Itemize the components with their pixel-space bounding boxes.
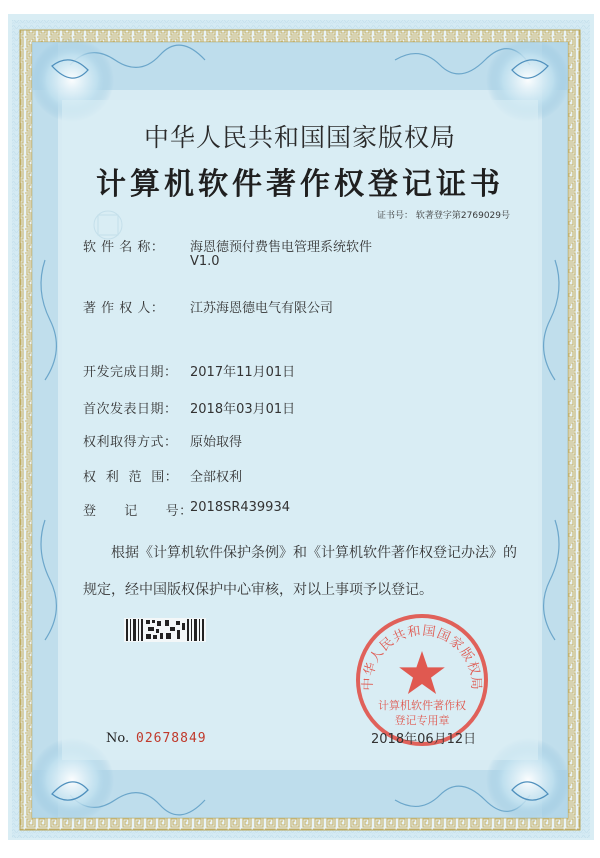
issue-date: 2018年06月12日 bbox=[371, 732, 477, 747]
field-label-publish-date: 首次发表日期： bbox=[83, 402, 178, 417]
body-text-line1: 根据《计算机软件保护条例》和《计算机软件著作权登记办法》的 bbox=[111, 545, 517, 561]
field-value-reg-number: 2018SR439934 bbox=[190, 500, 290, 515]
seal-star-icon bbox=[399, 651, 445, 694]
field-value-scope: 全部权利 bbox=[190, 470, 243, 485]
field-value-software-name: 海恩德预付费售电管理系统软件 bbox=[190, 240, 373, 255]
field-value-owner: 江苏海恩德电气有限公司 bbox=[190, 301, 334, 316]
serial-number: 02678849 bbox=[136, 731, 207, 746]
seal-line1: 计算机软件著作权 bbox=[378, 699, 466, 712]
field-label-reg-number: 登 记 号： bbox=[83, 504, 193, 519]
barcode-image bbox=[124, 618, 206, 642]
seal-arc-text: 中华人民共和国国家版权局 bbox=[360, 623, 484, 691]
field-label-dev-date: 开发完成日期： bbox=[83, 365, 178, 380]
issuer-heading: 中华人民共和国国家版权局 bbox=[143, 123, 456, 152]
serial-label: No. bbox=[106, 731, 130, 746]
seal-line2: 登记专用章 bbox=[394, 714, 450, 727]
field-value-dev-date: 2017年11月01日 bbox=[190, 365, 296, 380]
field-value-software-version: V1.0 bbox=[190, 254, 220, 269]
field-value-publish-date: 2018年03月01日 bbox=[190, 402, 296, 417]
field-label-software-name: 软 件 名 称： bbox=[83, 240, 165, 255]
field-label-acquisition: 权利取得方式： bbox=[83, 435, 178, 450]
field-label-owner: 著 作 权 人： bbox=[83, 301, 165, 316]
certificate-number: 证书号： 软著登字第2769029号 bbox=[377, 211, 510, 221]
field-value-acquisition: 原始取得 bbox=[190, 435, 243, 450]
body-text-line2: 规定，经中国版权保护中心审核，对以上事项予以登记。 bbox=[83, 582, 433, 598]
certificate-title: 计算机软件著作权登记证书 bbox=[96, 167, 504, 202]
field-label-scope: 权 利 范 围： bbox=[83, 470, 179, 485]
